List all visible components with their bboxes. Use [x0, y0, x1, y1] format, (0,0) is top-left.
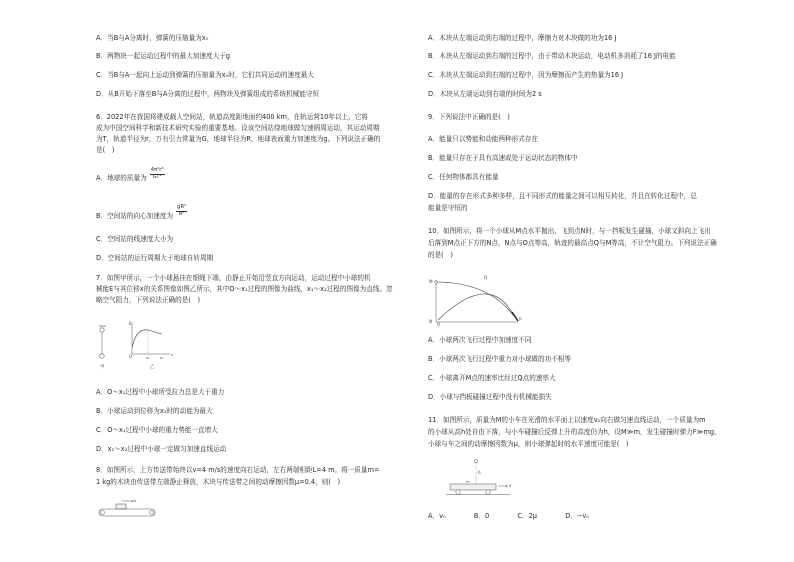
- label-v: v: [509, 483, 512, 488]
- q8-conveyor-figure: [96, 498, 160, 520]
- label-m: m: [466, 480, 470, 484]
- q6-option-d: D．空间站的运行周期大于地球自转周期: [96, 254, 214, 262]
- q9-stem: 9．下列说法中正确的是( ): [428, 113, 510, 121]
- energy-curve: [132, 330, 162, 348]
- q7-figure: [96, 318, 176, 378]
- trajectory-2: [438, 294, 514, 320]
- q8-option-b: B．木块从左端运动到右端的过程中，由于带动木块运动，电动机多消耗了16 J的电能: [428, 52, 676, 60]
- q8-option-a: A．木块从左端运动到右端的过程中，摩擦力对木块做的功为16 J: [428, 34, 617, 42]
- q10-option-d: D．小球与挡板碰撞过程中没有机械能损失: [428, 393, 552, 401]
- label-m: M: [429, 279, 433, 284]
- q7-option-b: B．小球运动到位移为x₁时的动能为最大: [96, 407, 213, 415]
- q9-option-d-continued: 能量是守恒的: [428, 204, 468, 212]
- q7-option-c: C．O～x₁过程中小球的重力势能一直增大: [96, 426, 218, 434]
- label-o: O: [129, 354, 133, 359]
- q6-option-a-text: A．地球的质量为: [96, 174, 147, 182]
- q10-stem-line: 的是( ): [428, 251, 453, 259]
- q11-cart-figure: [446, 456, 526, 500]
- label-jia: 甲: [100, 365, 105, 370]
- fraction-denominator: GT²: [152, 173, 162, 180]
- q8-stem-line: 1 kg的木块由传送带左端静止释放，木块与传送带之间的动摩擦因数μ=0.4，则( ): [96, 478, 341, 486]
- label-v: v: [134, 498, 137, 503]
- q6-option-b-text: B．空间站的向心加速度为: [96, 212, 174, 220]
- q7-option-d: D．x₁～x₂过程中小球一定做匀加速直线运动: [96, 445, 227, 453]
- q9-option-a: A．能量只以势能和动能两种形式存在: [428, 135, 539, 143]
- label-o: O: [437, 322, 441, 326]
- q11-option-b: B．0: [473, 512, 490, 520]
- wheel-right-icon: [486, 490, 490, 494]
- fraction-denominator: R²: [178, 210, 185, 217]
- q6-stem-line: 是( ): [96, 146, 115, 154]
- baffle-plate: [512, 312, 518, 321]
- point-m-icon: [435, 281, 438, 284]
- label-x1: x₁: [146, 356, 150, 360]
- belt-outline: [99, 509, 155, 516]
- q10-projectile-figure: [428, 272, 528, 326]
- q7-option-a: A．O～x₁过程中小球所受拉力总是大于重力: [96, 388, 225, 396]
- q9-option-b: B．能量只存在于具有高速或处于运动状态的物体中: [428, 154, 578, 162]
- fraction-numerator: gR²: [177, 204, 187, 211]
- q11-option-d: D．−v₀: [565, 512, 589, 520]
- q9-option-d: D．能量的存在形式多种多样，且不同形式的能量之间可以相互转化，并且在转化过程中，总: [428, 192, 697, 200]
- cart-body: [450, 484, 496, 490]
- wheel-left-icon: [456, 490, 460, 494]
- label-x: x: [171, 353, 174, 357]
- block-icon: [116, 504, 126, 509]
- label-yi: 乙: [150, 365, 155, 370]
- q5-option-d: D．从B开始下落至B与A分离的过程中，两物块及弹簧组成的系统机械能守恒: [96, 90, 320, 98]
- ball-icon: [474, 459, 477, 462]
- q10-stem-line: 10．如图所示，将一个小球从M点水平抛出，飞到点N时，与一挡板发生碰撞，小球又斜向上飞出: [428, 227, 711, 235]
- q11-options-row: [428, 512, 589, 522]
- q10-option-a: A．小球两次飞行过程中加速度不同: [428, 336, 532, 344]
- label-q: Q: [484, 275, 488, 280]
- q7-stem-line: 械能E与其位移x的关系图像如图乙所示，其中O～x₁过程的图像为曲线，x₁～x₂过程的图像为直线。忽: [96, 285, 393, 293]
- fraction-numerator: 4π²r³: [150, 167, 164, 174]
- q8-stem-line: 8．如图所示，上方传送带始终以v=4 m/s的速度向右运动，左右两端相距L=4 m。将一质量m=: [96, 466, 380, 474]
- q11-stem-line: 11．如图所示，质量为M的小车在光滑的水平面上以速度v₀向右做匀速直线运动，一个质量为m: [428, 416, 706, 424]
- q11-option-c: C．2μ: [517, 512, 537, 520]
- ball-icon: [100, 354, 104, 358]
- q10-option-b: B．小球两次飞行过程中重力对小球做的功不相等: [428, 355, 571, 363]
- trajectory-1: [436, 282, 514, 316]
- roller-left-icon: [101, 511, 105, 515]
- q6-option-c: C．空间站的线速度大小为: [96, 235, 174, 243]
- label-x2: x₂: [160, 356, 164, 360]
- q6-stem-line: 6．2022年在我国将建成载人空间站，轨道高度距地面约400 km，在轨运营10年以上，它将: [96, 113, 368, 121]
- q11-stem-line: 的小球从高h处自由下落，与小车碰撞后反弹上升的高度仍为h，设M≫m，发生碰撞时弹力F≫mg，: [428, 428, 721, 436]
- q10-option-c: C．小球离开M点的速率比经过Q点的速率大: [428, 374, 556, 382]
- arrow-head-icon: [506, 485, 508, 487]
- pulley-icon: [100, 328, 104, 332]
- q10-stem-line: 后落到M点正下方的N点，N点与O点等高，轨迹的最高点Q与M等高，不计空气阻力。下列说法正确: [428, 239, 717, 247]
- q9-option-c: C．任何物体都具有能量: [428, 173, 499, 181]
- q8-option-c: C．木块从左端运动到右端的过程中，因为摩擦而产生的热量为16 J: [428, 71, 624, 79]
- formula-fraction: [150, 168, 165, 179]
- q11-stem-line: 小球与车之间的动摩擦因数为μ，则小球弹起时的水平速度可能是( ): [428, 440, 629, 448]
- q6-stem-line: 成为中国空间科学和新技术研究实验的重要基地。设该空间站绕地球做匀速圆周运动，其运动周期: [96, 124, 380, 132]
- q7-stem-line: 略空气阻力，下列说法正确的是( ): [96, 296, 201, 304]
- q5-option-a: A．当B与A分离时，弹簧的压缩量为x₀: [96, 34, 209, 42]
- q8-option-d: D．木块从左端运动到右端的时间为2 s: [428, 90, 542, 98]
- q6-stem-line: 为T，轨道半径为r，万有引力常量为G，地球半径为R，地球表面重力加速度为g。下列说法正确的: [96, 135, 381, 143]
- label-e: E: [129, 321, 132, 326]
- q11-option-a: A．v₀: [428, 512, 446, 520]
- label-p: P: [519, 317, 522, 322]
- roller-right-icon: [150, 511, 154, 515]
- q5-option-b: B．两物块一起运动过程中的最大加速度大于g: [96, 52, 230, 60]
- q6-option-a: [96, 167, 166, 184]
- q6-option-b: [96, 204, 188, 222]
- label-n: N: [429, 319, 433, 324]
- q7-stem-line: 7．如图甲所示，一个小球悬挂在细绳下端，由静止开始沿竖直方向运动，运动过程中小球的机: [96, 274, 371, 282]
- formula-fraction: [176, 205, 187, 216]
- q5-option-c: C．当B与A一起向上运动到弹簧的压缩量为x₀时，它们共同运动的速度最大: [96, 71, 314, 79]
- label-h: h: [478, 470, 481, 475]
